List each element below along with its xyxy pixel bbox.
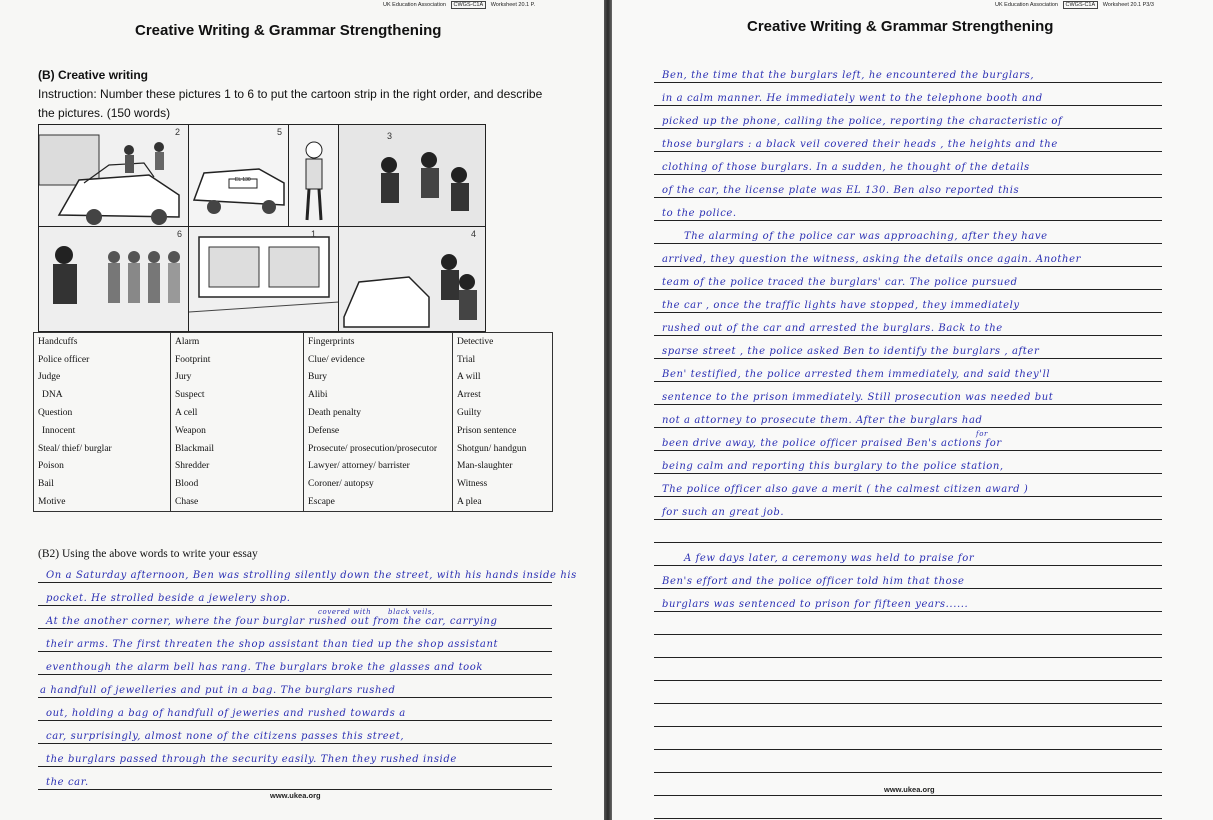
- jewelry-shop-illustration: [189, 227, 339, 331]
- essay-line: [654, 83, 1162, 106]
- vocabulary-row: [34, 351, 553, 369]
- essay-line: [38, 560, 577, 583]
- association-name: UK Education Association: [995, 2, 1058, 8]
- essay-line: [38, 606, 552, 629]
- essay-line: [654, 60, 1162, 83]
- vocabulary-word: Lawyer/ attorney/ barrister: [304, 458, 453, 476]
- panel-number: 3: [387, 131, 393, 141]
- cartoon-panel-5: [188, 124, 290, 228]
- essay-line: [654, 658, 1162, 681]
- vocabulary-row: [34, 333, 553, 351]
- essay-line: [38, 767, 552, 790]
- handwritten-text: pocket. He strolled beside a jewelery shop.: [46, 593, 291, 604]
- vocabulary-word: Judge: [34, 369, 171, 387]
- vocabulary-row: [34, 475, 553, 493]
- panel-number: 6: [177, 229, 183, 239]
- essay-line: [654, 589, 1162, 612]
- vocabulary-word: Escape: [304, 493, 453, 511]
- handwritten-text: in a calm manner. He immediately went to the telephone booth and: [662, 93, 1043, 104]
- vocabulary-word: Defense: [304, 422, 453, 440]
- panel-number: 5: [277, 127, 283, 137]
- vocabulary-word: Coroner/ autopsy: [304, 475, 453, 493]
- vocabulary-word: A will: [453, 369, 553, 387]
- essay-line: [38, 744, 552, 767]
- vocabulary-row: [34, 369, 553, 387]
- essay-line: [38, 675, 552, 698]
- page-header: [995, 2, 1154, 8]
- essay-line: [654, 152, 1162, 175]
- vocabulary-word: Alarm: [171, 333, 304, 351]
- vocabulary-word: Clue/ evidence: [304, 351, 453, 369]
- handwritten-text: being calm and reporting this burglary to the police station,: [662, 461, 1004, 472]
- handwritten-insertion: covered with: [318, 608, 372, 616]
- vocabulary-word: Innocent: [34, 422, 171, 440]
- vocabulary-row: [34, 404, 553, 422]
- vocabulary-word: Guilty: [453, 404, 553, 422]
- vocabulary-word: Prison sentence: [453, 422, 553, 440]
- vocabulary-word: Man-slaughter: [453, 458, 553, 476]
- worksheet-page-left: [0, 0, 604, 820]
- handwritten-text: On a Saturday afternoon, Ben was strolling silently down the street, with his hands inside his: [46, 570, 577, 581]
- essay-line: [654, 520, 1162, 543]
- essay-line: [654, 129, 1162, 152]
- vocabulary-word: Blackmail: [171, 440, 304, 458]
- essay-line: [38, 721, 552, 744]
- handwritten-text: to the police.: [662, 208, 737, 219]
- footer-url: www.ukea.org: [884, 785, 935, 794]
- essay-line: [654, 474, 1162, 497]
- vocabulary-word: Prosecute/ prosecution/prosecutor: [304, 440, 453, 458]
- handwritten-text: the car.: [46, 777, 89, 788]
- handwritten-text: sparse street , the police asked Ben to identify the burglars , after: [662, 346, 1040, 357]
- essay-line: [654, 244, 1162, 267]
- essay-line: [654, 267, 1162, 290]
- essay-line: [654, 796, 1162, 819]
- essay-line: [654, 313, 1162, 336]
- instruction-text: Instruction: Number these pictures 1 to 6 to put the cartoon strip in the right order, and describe the pictures. (150 words): [38, 87, 543, 120]
- getaway-car-illustration: [189, 125, 289, 227]
- handwritten-text: been drive away, the police officer praised Ben's actions for: [662, 438, 1002, 449]
- vocabulary-word: Blood: [171, 475, 304, 493]
- robbery-illustration: [339, 227, 485, 331]
- worksheet-number: Worksheet 20.1: [1102, 2, 1142, 8]
- essay-line: [38, 583, 552, 606]
- vocabulary-word: Trial: [453, 351, 553, 369]
- vocabulary-word: Death penalty: [304, 404, 453, 422]
- vocabulary-row: [34, 386, 553, 404]
- page-number: P3/3: [1142, 2, 1154, 8]
- essay-line: [654, 635, 1162, 658]
- essay-line: [654, 359, 1162, 382]
- handwritten-text: of the car, the license plate was EL 130. Ben also reported this: [662, 185, 1020, 196]
- cartoon-panel-3: [338, 124, 486, 228]
- worksheet-number: Worksheet 20.1: [490, 2, 530, 8]
- section-heading: (B) Creative writing: [38, 68, 149, 82]
- vocabulary-word: A plea: [453, 493, 553, 511]
- essay-line: [654, 727, 1162, 750]
- essay-line: [654, 382, 1162, 405]
- panel-number: 4: [471, 229, 477, 239]
- page-gutter: [604, 0, 612, 820]
- essay-line: [654, 175, 1162, 198]
- essay-line: [654, 405, 1162, 428]
- cartoon-panel-1: [188, 226, 340, 332]
- vocabulary-word: Shredder: [171, 458, 304, 476]
- handwritten-text: clothing of those burglars. In a sudden, he thought of the details: [662, 162, 1030, 173]
- page-number: P.: [530, 2, 536, 8]
- essay-line: [654, 198, 1162, 221]
- vocabulary-word: Fingerprints: [304, 333, 453, 351]
- handwritten-text: arrived, they question the witness, asking the details once again. Another: [662, 254, 1081, 265]
- handwritten-text: the car , once the traffic lights have stopped, they immediately: [662, 300, 1020, 311]
- association-name: UK Education Association: [383, 2, 446, 8]
- vocabulary-table: [33, 332, 553, 512]
- handwritten-insertion: for: [976, 430, 988, 438]
- handwritten-text: not a attorney to prosecute them. After the burglars had: [662, 415, 983, 426]
- handwritten-text: rushed out of the car and arrested the burglars. Back to the: [662, 323, 1003, 334]
- essay-line: [654, 497, 1162, 520]
- essay-line: [38, 698, 552, 721]
- handwritten-text: Ben's effort and the police officer told him that those: [662, 576, 965, 587]
- license-plate: EL 130: [235, 177, 251, 183]
- handwritten-text: the burglars passed through the security easily. Then they rushed inside: [46, 754, 457, 765]
- handwritten-text: their arms. The first threaten the shop assistant than tied up the shop assistant: [46, 639, 499, 650]
- panel-number: 2: [175, 127, 181, 137]
- vocabulary-row: [34, 458, 553, 476]
- essay-line: [654, 750, 1162, 773]
- essay-heading: (B2) Using the above words to write your essay: [38, 548, 258, 560]
- handwritten-text: A few days later, a ceremony was held to praise for: [684, 553, 975, 564]
- cartoon-panel-4: [338, 226, 486, 332]
- vocabulary-word: DNA: [34, 386, 171, 404]
- handwritten-text: At the another corner, where the four burglar rushed out from the car, carrying: [46, 616, 498, 627]
- essay-line: [38, 629, 552, 652]
- handwritten-insertion: black veils,: [388, 608, 435, 616]
- worksheet-page-right: [612, 0, 1213, 820]
- handwritten-text: out, holding a bag of handfull of jeweries and rushed towards a: [46, 708, 406, 719]
- essay-line: [654, 543, 1162, 566]
- vocabulary-word: Arrest: [453, 386, 553, 404]
- cartoon-panel-ben: [288, 124, 340, 228]
- handwritten-text: eventhough the alarm bell has rang. The burglars broke the glasses and took: [46, 662, 484, 673]
- essay-line: [654, 428, 1162, 451]
- essay-line: [654, 221, 1162, 244]
- vocabulary-row: [34, 493, 553, 511]
- vocabulary-word: Weapon: [171, 422, 304, 440]
- cartoon-panel-2: [38, 124, 190, 228]
- handwritten-text: those burglars : a black veil covered their heads , the heights and the: [662, 139, 1058, 150]
- vocabulary-row: [34, 422, 553, 440]
- worksheet-code: CWGS-C1A: [451, 1, 487, 9]
- handwritten-text: burglars was sentenced to prison for fifteen years......: [662, 599, 969, 610]
- cartoon-strip: [38, 124, 484, 330]
- vocabulary-word: Poison: [34, 458, 171, 476]
- essay-line: [654, 681, 1162, 704]
- essay-line: [654, 612, 1162, 635]
- essay-line: [654, 106, 1162, 129]
- page-title: Creative Writing & Grammar Strengthening: [135, 22, 442, 39]
- vocabulary-word: Bury: [304, 369, 453, 387]
- vocabulary-word: Bail: [34, 475, 171, 493]
- police-lineup-illustration: [39, 227, 189, 331]
- handwritten-text: for such an great job.: [662, 507, 785, 518]
- page-header: [383, 2, 535, 8]
- boy-illustration: [289, 125, 339, 227]
- car-illustration: [39, 125, 189, 227]
- vocabulary-word: Handcuffs: [34, 333, 171, 351]
- panel-number: 1: [311, 229, 317, 239]
- vocabulary-word: Chase: [171, 493, 304, 511]
- handwritten-text: The police officer also gave a merit ( the calmest citizen award ): [662, 484, 1029, 495]
- handwritten-text: The alarming of the police car was approaching, after they have: [684, 231, 1048, 242]
- vocabulary-word: Footprint: [171, 351, 304, 369]
- vocabulary-word: Shotgun/ handgun: [453, 440, 553, 458]
- footer-url: www.ukea.org: [270, 791, 321, 800]
- vocabulary-word: Suspect: [171, 386, 304, 404]
- essay-line: [654, 704, 1162, 727]
- vocabulary-word: Steal/ thief/ burglar: [34, 440, 171, 458]
- handwritten-text: Ben' testified, the police arrested them immediately, and said they'll: [662, 369, 1051, 380]
- worksheet-code: CWGS-C1A: [1063, 1, 1099, 9]
- vocabulary-word: Alibi: [304, 386, 453, 404]
- essay-lines-right: [654, 60, 1162, 819]
- vocabulary-row: [34, 440, 553, 458]
- essay-line: [654, 566, 1162, 589]
- vocabulary-word: Witness: [453, 475, 553, 493]
- burglars-illustration: [339, 125, 485, 227]
- essay-line: [654, 451, 1162, 474]
- vocabulary-word: A cell: [171, 404, 304, 422]
- handwritten-text: team of the police traced the burglars' car. The police pursued: [662, 277, 1018, 288]
- cartoon-panel-6: [38, 226, 190, 332]
- handwritten-text: sentence to the prison immediately. Still prosecution was needed but: [662, 392, 1054, 403]
- vocabulary-word: Detective: [453, 333, 553, 351]
- page-title: Creative Writing & Grammar Strengthening: [747, 18, 1054, 35]
- vocabulary-word: Police officer: [34, 351, 171, 369]
- handwritten-text: a handfull of jewelleries and put in a bag. The burglars rushed: [40, 685, 396, 696]
- essay-line: [654, 336, 1162, 359]
- vocabulary-word: Motive: [34, 493, 171, 511]
- essay-line: [654, 290, 1162, 313]
- vocabulary-word: Jury: [171, 369, 304, 387]
- vocabulary-word: Question: [34, 404, 171, 422]
- essay-lines-left: [38, 560, 577, 790]
- handwritten-text: picked up the phone, calling the police, reporting the characteristic of: [662, 116, 1063, 127]
- handwritten-text: Ben, the time that the burglars left, he encountered the burglars,: [662, 70, 1035, 81]
- handwritten-text: car, surprisingly, almost none of the citizens passes this street,: [46, 731, 405, 742]
- essay-line: [38, 652, 552, 675]
